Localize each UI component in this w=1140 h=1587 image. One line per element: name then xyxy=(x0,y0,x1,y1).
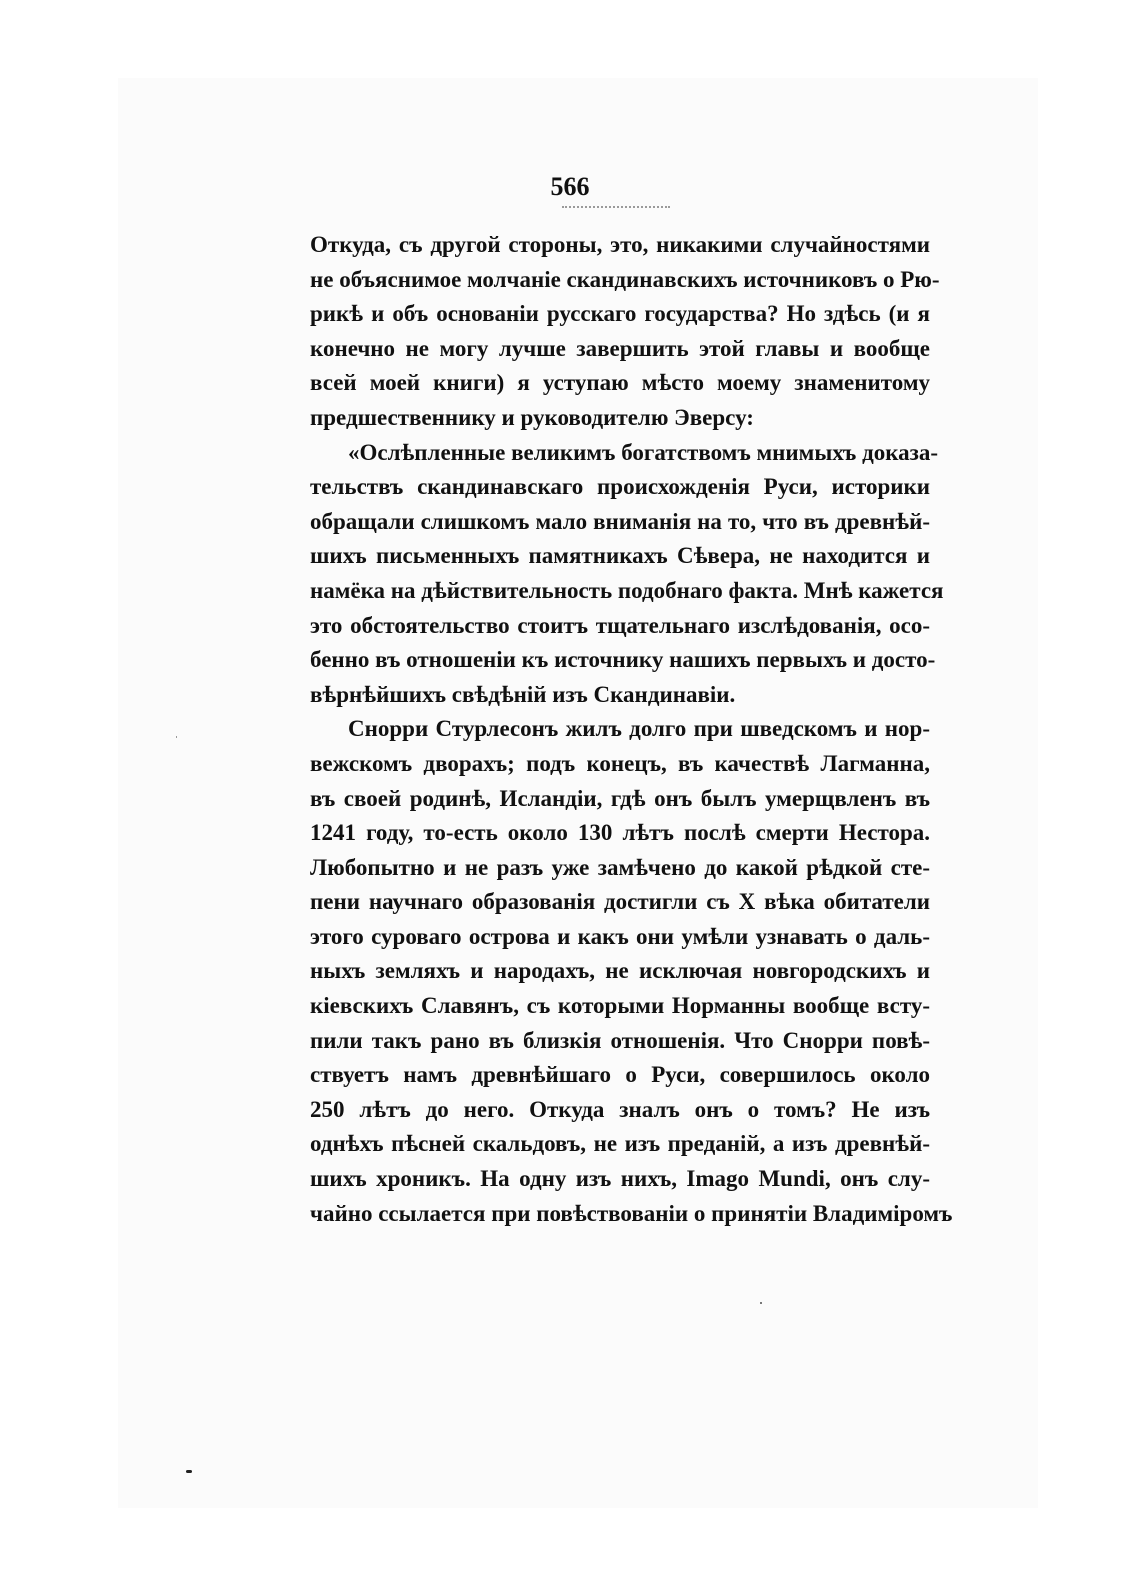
text-line: всей моей книги) я уступаю мѣсто моему знаменитому xyxy=(310,370,930,396)
body-text xyxy=(310,228,953,1231)
text-line: пили такъ рано въ близкія отношенія. Что Снорри повѣ- xyxy=(310,1027,930,1053)
header-rule xyxy=(562,206,670,210)
text-line: тельствъ скандинавскаго происхожденія Руси, историки xyxy=(310,474,930,500)
text-line: обращали слишкомъ мало вниманія на то, что въ древнѣй- xyxy=(310,508,930,534)
text-line: пени научнаго образованія достигли съ X вѣка обитатели xyxy=(310,889,930,915)
text-line: не объяснимое молчаніе скандинавскихъ источниковъ о Рю- xyxy=(310,266,940,292)
text-line: въ своей родинѣ, Исландіи, гдѣ онъ былъ умерщвленъ въ xyxy=(310,785,930,811)
scan-speck xyxy=(760,1302,762,1304)
paragraph-1 xyxy=(310,228,940,436)
page-number: 566 xyxy=(550,172,590,201)
text-line: ствуетъ намъ древнѣйшаго о Руси, совершилось около xyxy=(310,1062,930,1088)
text-line: вежскомъ дворахъ; подъ конецъ, въ качествѣ Лагманна, xyxy=(310,750,930,776)
text-line: 250 лѣтъ до него. Откуда зналъ онъ о томъ? Не изъ xyxy=(310,1096,930,1122)
text-line: «Ослѣпленные великимъ богатствомъ мнимыхъ доказа- xyxy=(348,439,939,465)
text-line: шихъ письменныхъ памятникахъ Сѣвера, не находится и xyxy=(310,543,930,569)
text-line: вѣрнѣйшихъ свѣдѣній изъ Скандинавіи. xyxy=(310,681,736,707)
text-line: Снорри Стурлесонъ жилъ долго при шведскомъ и нор- xyxy=(348,716,930,742)
text-line: ныхъ земляхъ и народахъ, не исключая новгородскихъ и xyxy=(310,958,930,984)
text-line: Любопытно и не разъ уже замѣчено до какой рѣдкой сте- xyxy=(310,854,930,880)
scan-speck xyxy=(176,736,177,738)
text-line: предшественнику и руководителю Эверсу: xyxy=(310,404,754,430)
text-line: конечно не могу лучше завершить этой главы и вообще xyxy=(310,335,930,361)
paragraph-2 xyxy=(310,436,944,713)
text-line: намёка на дѣйствительность подобнаго факта. Мнѣ кажется xyxy=(310,577,944,603)
text-line: Откуда, съ другой стороны, это, никакими случайностями xyxy=(310,232,930,257)
text-line: шихъ хроникъ. На одну изъ нихъ, Imago Mundi, онъ слу- xyxy=(310,1166,930,1192)
text-line: чайно ссылается при повѣствованіи о принятіи Владиміромъ xyxy=(310,1200,953,1226)
text-line: рикѣ и объ основаніи русскаго государства? Но здѣсь (и я xyxy=(310,301,930,327)
text-line: бенно въ отношеніи къ источнику нашихъ первыхъ и досто- xyxy=(310,647,936,673)
text-line: 1241 году, то-есть около 130 лѣтъ послѣ смерти Нестора. xyxy=(310,820,930,846)
text-line: однѣхъ пѣсней скальдовъ, не изъ преданій, а изъ древнѣй- xyxy=(310,1131,930,1157)
paragraph-3 xyxy=(310,712,953,1231)
scan-speck xyxy=(186,1470,192,1473)
text-line: это обстоятельство стоитъ тщательнаго изслѣдованія, осо- xyxy=(310,612,930,638)
text-line: кіевскихъ Славянъ, съ которыми Норманны вообще всту- xyxy=(310,993,930,1019)
text-line: этого суроваго острова и какъ они умѣли узнавать о даль- xyxy=(310,923,930,949)
